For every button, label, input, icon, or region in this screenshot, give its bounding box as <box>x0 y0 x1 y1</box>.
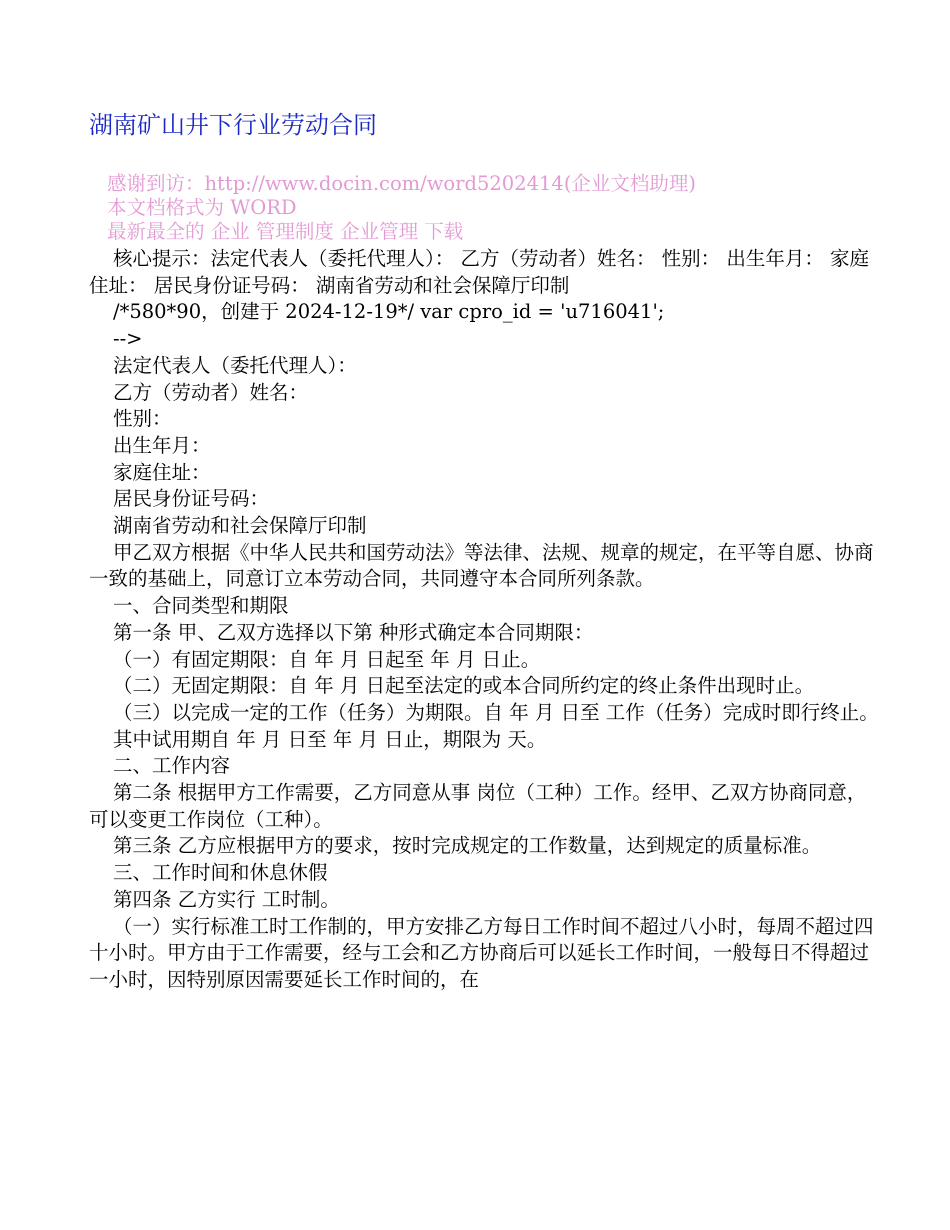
article-3: 第三条 乙方应根据甲方的要求，按时完成规定的工作数量，达到规定的质量标准。 <box>113 834 822 858</box>
script-comment-line: /*580*90，创建于 2024-12-19*/ var cpro_id = 'u716041'; <box>113 300 665 324</box>
field-legal-representative: 法定代表人（委托代理人）： <box>113 353 357 377</box>
field-gender: 性别： <box>113 407 172 431</box>
field-party-b-name: 乙方（劳动者）姓名： <box>113 380 309 404</box>
article-1-item-3: （三）以完成一定的工作（任务）为期限。自 年 月 日至 工作（任务）完成时即行终止。 <box>113 700 879 724</box>
promo-visit-link[interactable]: 感谢到访：http://www.docin.com/word5202414(企业文档助理) <box>107 172 697 195</box>
summary-paragraph: 核心提示：法定代表人（委托代理人）： 乙方（劳动者）姓名： 性别： 出生年月： 家庭住址： 居民身份证号码： 湖南省劳动和社会保障厅印制 <box>89 247 870 297</box>
article-4-item-1: （一）实行标准工时工作制的，甲方安排乙方每日工作时间不超过八小时，每周不超过四十小时。甲方由于工作需要，经与工会和乙方协商后可以延长工作时间，一般每日不得超过一小时，因特别原因需要延长工作时间的，在 <box>89 914 874 991</box>
promo-block <box>107 172 696 244</box>
document-body <box>89 246 879 994</box>
field-home-address: 家庭住址： <box>113 460 211 484</box>
article-1-item-2: （二）无固定期限：自 年 月 日起至法定的或本合同所约定的终止条件出现时止。 <box>113 674 815 698</box>
article-2: 第二条 根据甲方工作需要，乙方同意从事 岗位（工种）工作。经甲、乙双方协商同意，可以变更工作岗位（工种）。 <box>89 781 867 831</box>
field-birth-date: 出生年月： <box>113 433 211 457</box>
document-title: 湖南矿山井下行业劳动合同 <box>89 111 377 139</box>
preamble-paragraph: 甲乙双方根据《中华人民共和国劳动法》等法律、法规、规章的规定，在平等自愿、协商一致的基础上，同意订立本劳动合同，共同遵守本合同所列条款。 <box>89 540 874 591</box>
promo-tags[interactable]: 最新最全的 企业 管理制度 企业管理 下载 <box>107 220 464 243</box>
printed-by-line: 湖南省劳动和社会保障厅印制 <box>113 514 367 538</box>
section-heading-3: 三、工作时间和休息休假 <box>113 861 328 885</box>
script-end-line: --> <box>113 327 143 351</box>
probation-paragraph: 其中试用期自 年 月 日至 年 月 日止，期限为 天。 <box>113 727 547 751</box>
field-id-number: 居民身份证号码： <box>113 487 270 511</box>
article-1: 第一条 甲、乙双方选择以下第 种形式确定本合同期限： <box>113 620 594 644</box>
article-1-item-1: （一）有固定期限：自 年 月 日起至 年 月 日止。 <box>113 647 541 671</box>
section-heading-2: 二、工作内容 <box>113 754 231 778</box>
promo-format-note: 本文档格式为 WORD <box>107 196 297 219</box>
article-4: 第四条 乙方实行 工时制。 <box>113 887 340 911</box>
section-heading-1: 一、合同类型和期限 <box>113 594 289 618</box>
